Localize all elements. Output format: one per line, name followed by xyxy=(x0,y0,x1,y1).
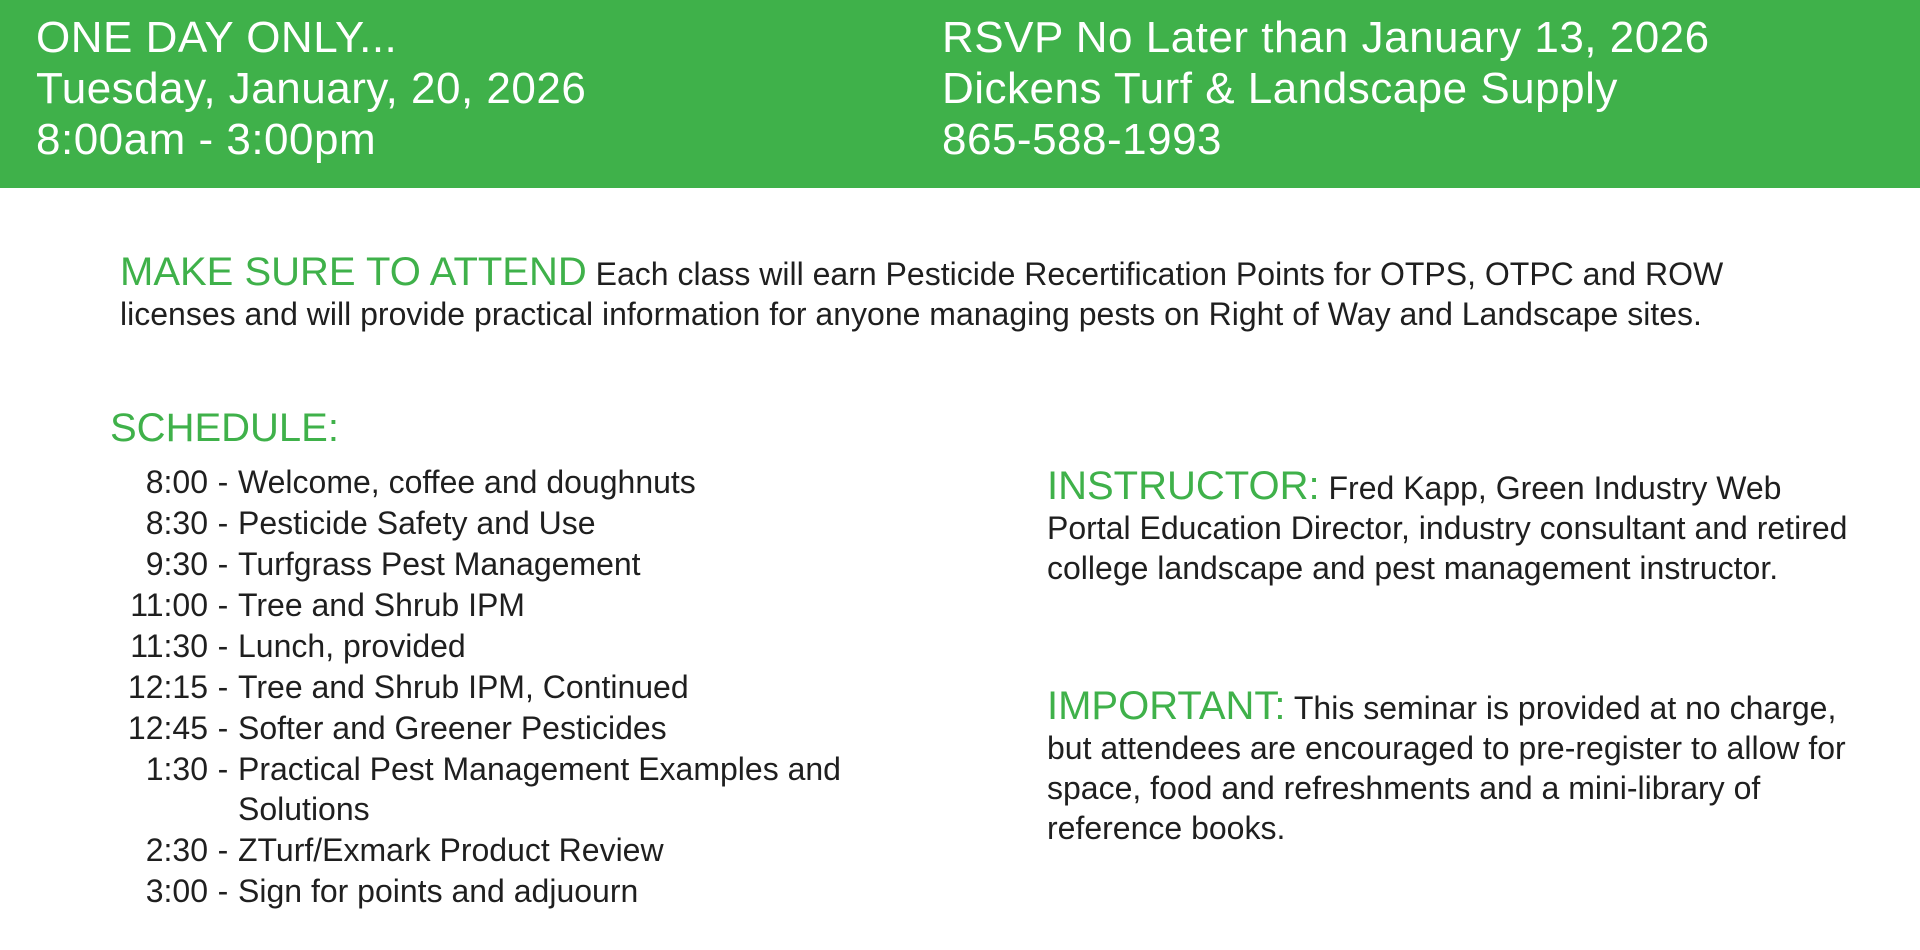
schedule-row xyxy=(110,585,910,625)
schedule-row xyxy=(110,830,910,870)
intro-paragraph xyxy=(120,252,1760,334)
venue-name: Dickens Turf & Landscape Supply xyxy=(942,64,1618,113)
schedule-row xyxy=(110,871,910,911)
schedule-description: Lunch, provided xyxy=(238,628,466,664)
schedule-separator: - xyxy=(217,546,229,582)
schedule-separator: - xyxy=(217,751,229,787)
schedule-time: 11:00 xyxy=(130,587,208,623)
schedule-description: Welcome, coffee and doughnuts xyxy=(238,464,696,500)
instructor-section xyxy=(1047,466,1867,588)
schedule-description: Sign for points and adjuourn xyxy=(238,873,639,909)
instructor-lead: INSTRUCTOR: xyxy=(1047,464,1320,508)
schedule-row xyxy=(110,626,910,666)
schedule-description: Tree and Shrub IPM xyxy=(238,587,525,623)
schedule-separator: - xyxy=(217,505,229,541)
schedule-description: ZTurf/Exmark Product Review xyxy=(238,832,664,868)
contact-phone: 865-588-1993 xyxy=(942,115,1223,164)
schedule-description: Softer and Greener Pesticides xyxy=(238,710,667,746)
schedule-description: Tree and Shrub IPM, Continued xyxy=(238,669,689,705)
schedule-separator: - xyxy=(217,873,229,909)
schedule-time: 1:30 xyxy=(145,751,208,787)
schedule-separator: - xyxy=(217,669,229,705)
schedule-separator: - xyxy=(217,628,229,664)
important-section xyxy=(1047,686,1867,848)
schedule-time: 8:00 xyxy=(145,464,208,500)
schedule-time: 12:15 xyxy=(127,669,208,705)
intro-lead: MAKE SURE TO ATTEND xyxy=(120,250,587,294)
event-time: 8:00am - 3:00pm xyxy=(36,115,377,164)
important-lead: IMPORTANT: xyxy=(1047,684,1286,728)
important-text: This seminar is provided at no charge, but attendees are encouraged to pre-register to allow for space, food and refreshments and a mini-library of reference books. xyxy=(1047,690,1846,846)
schedule-description: Pesticide Safety and Use xyxy=(238,505,596,541)
schedule-time: 3:00 xyxy=(145,873,208,909)
schedule-description: Practical Pest Management Examples and Solutions xyxy=(238,751,841,827)
schedule-row xyxy=(110,667,910,707)
schedule-separator: - xyxy=(217,710,229,746)
schedule-row xyxy=(110,749,910,829)
schedule-separator: - xyxy=(217,587,229,623)
schedule-row xyxy=(110,503,910,543)
event-date: Tuesday, January, 20, 2026 xyxy=(36,64,587,113)
rsvp-deadline: RSVP No Later than January 13, 2026 xyxy=(942,13,1710,62)
schedule-time: 12:45 xyxy=(127,710,208,746)
schedule-separator: - xyxy=(217,464,229,500)
schedule-row xyxy=(110,544,910,584)
schedule-time: 11:30 xyxy=(130,628,208,664)
schedule-list xyxy=(110,462,910,912)
instructor-text: Fred Kapp, Green Industry Web Portal Education Director, industry consultant and retired college landscape and pest management instructor. xyxy=(1047,470,1848,586)
schedule-description: Turfgrass Pest Management xyxy=(238,546,641,582)
intro-text: Each class will earn Pesticide Recertification Points for OTPS, OTPC and ROW licenses and will provide practical information for anyone managing pests on Right of Way and Landscape sites. xyxy=(120,256,1724,332)
schedule-time: 2:30 xyxy=(145,832,208,868)
one-day-only-text: ONE DAY ONLY... xyxy=(36,13,398,62)
schedule-time: 8:30 xyxy=(145,505,208,541)
schedule-separator: - xyxy=(217,832,229,868)
schedule-time: 9:30 xyxy=(145,546,208,582)
schedule-row xyxy=(110,708,910,748)
schedule-heading: SCHEDULE: xyxy=(110,406,339,450)
event-date-block xyxy=(36,12,586,165)
rsvp-block xyxy=(942,12,1710,165)
schedule-row xyxy=(110,462,910,502)
header-banner xyxy=(0,0,1920,188)
